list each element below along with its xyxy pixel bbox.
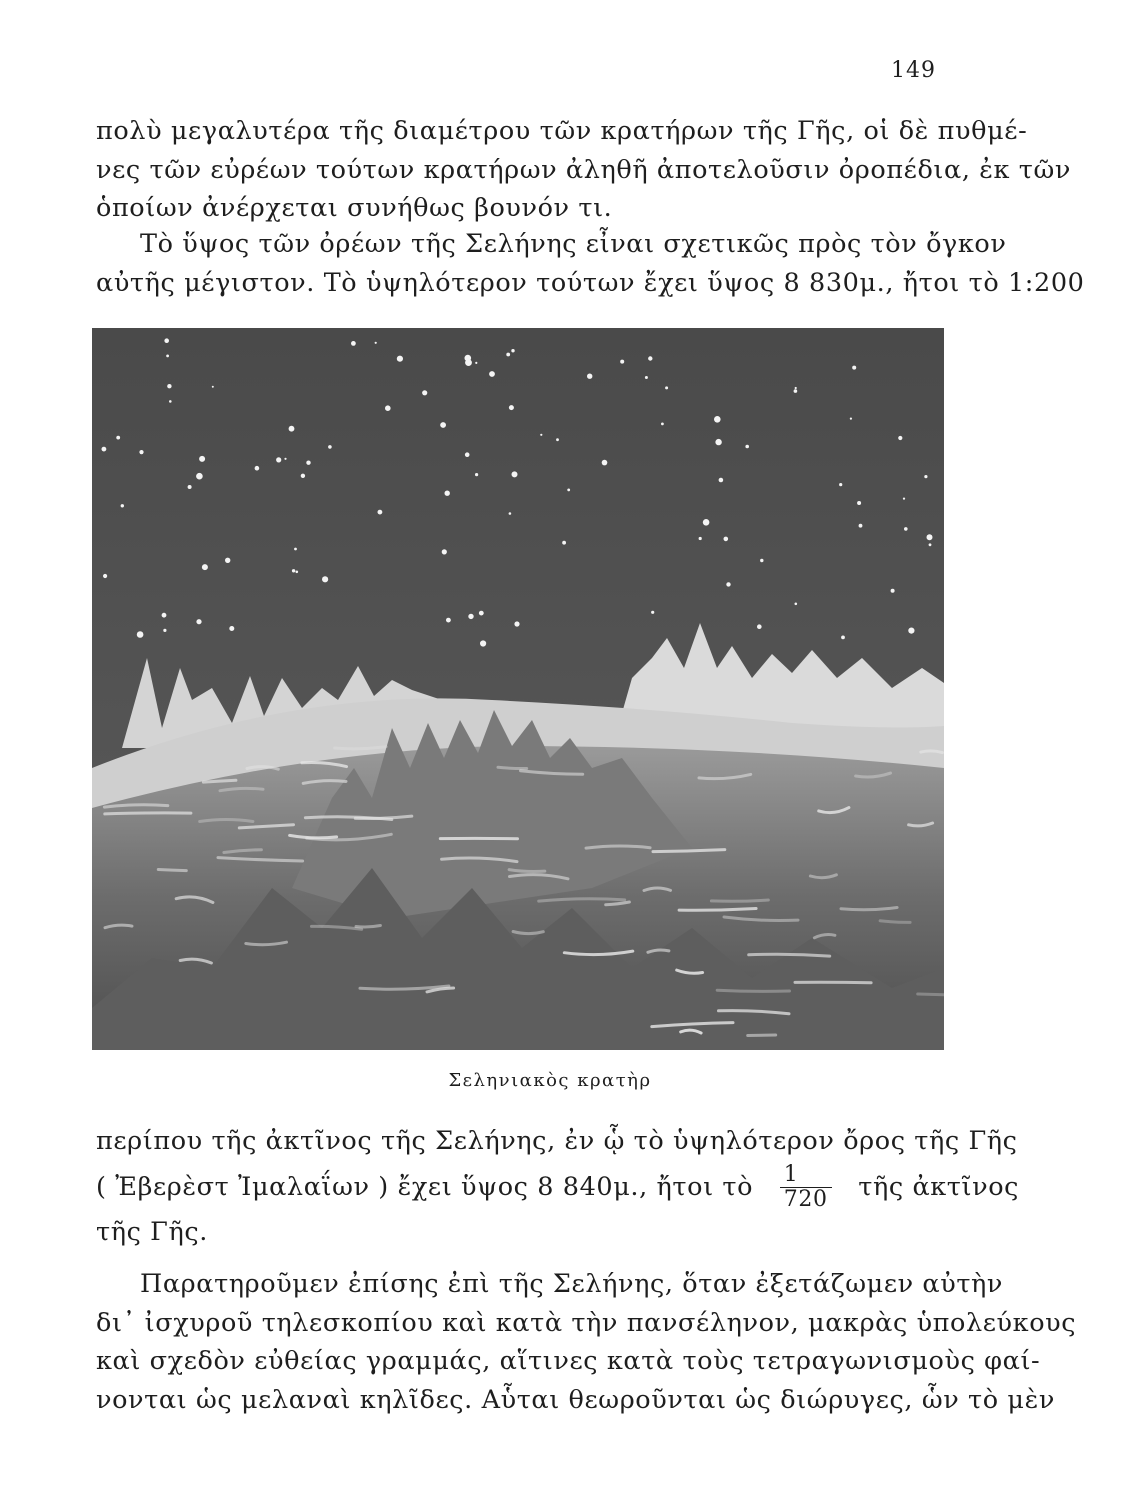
star: [509, 512, 512, 515]
star: [651, 611, 654, 614]
star: [255, 466, 260, 471]
star: [166, 355, 169, 358]
star: [121, 504, 124, 507]
star: [648, 356, 652, 360]
star: [724, 537, 729, 542]
star: [839, 483, 842, 486]
star: [929, 543, 932, 546]
star: [795, 387, 797, 389]
star: [745, 445, 749, 449]
star: [202, 564, 208, 570]
star: [289, 426, 295, 432]
star: [306, 461, 310, 465]
bottom-paragraph-2: [96, 1265, 1077, 1419]
star: [661, 423, 664, 426]
star: [479, 611, 484, 616]
star: [850, 418, 852, 420]
text-line-with-fraction: [96, 1161, 1020, 1213]
text-line: νονται ὡς μελαναὶ κηλῖδες. Αὗται θεωροῦνται ὡς διώρυγες, ὧν τὸ μὲν: [96, 1384, 1055, 1415]
star: [162, 613, 167, 618]
star: [859, 524, 863, 528]
text-line: Παρατηροῦμεν ἐπίσης ἐπὶ τῆς Σελήνης, ὅταν ἐξετάζωμεν αὐτὴν: [140, 1269, 1004, 1299]
star: [891, 589, 895, 593]
star: [760, 559, 763, 562]
star: [567, 489, 570, 492]
star: [199, 456, 205, 462]
star: [904, 527, 908, 531]
star: [480, 640, 486, 646]
star: [511, 349, 514, 352]
fraction: [780, 1163, 832, 1212]
star: [540, 434, 542, 436]
text-segment: τῆς ἀκτῖνος: [858, 1171, 1020, 1202]
star: [103, 574, 107, 578]
star: [924, 475, 927, 478]
star: [556, 438, 559, 441]
surface-highlight: [203, 780, 236, 782]
star: [169, 400, 172, 403]
text-line: Τὸ ὕψος τῶν ὀρέων τῆς Σελήνης εἶναι σχετικῶς πρὸς τὸν ὄγκον: [140, 229, 1007, 259]
text-line: αὐτῆς μέγιστον. Τὸ ὑψηλότερον τούτων ἔχει ὕψος 8 830μ., ἤτοι τὸ 1:200: [96, 267, 1085, 298]
star: [908, 628, 914, 634]
fraction-numerator: 1: [780, 1163, 832, 1188]
text-segment: ( Ἐβερὲστ Ἰμαλαΐων ) ἔχει ὕψος 8 840μ., ἤτοι τὸ: [96, 1171, 754, 1202]
star: [375, 342, 377, 344]
star: [927, 534, 933, 540]
star: [446, 618, 451, 623]
star: [116, 436, 120, 440]
star: [465, 452, 470, 457]
star: [139, 450, 143, 454]
surface-highlight: [158, 870, 186, 871]
text-line: περίπου τῆς ἀκτῖνος τῆς Σελήνης, ἐν ᾧ τὸ ὑψηλότερον ὄρος τῆς Γῆς: [96, 1126, 1018, 1156]
lunar-crater-illustration: [92, 328, 944, 1050]
star: [294, 548, 297, 551]
figure-caption: Σεληνιακὸς κρατὴρ: [448, 1070, 652, 1091]
star: [726, 582, 730, 586]
star: [422, 390, 427, 395]
star: [841, 636, 845, 640]
text-line: πολὺ μεγαλυτέρα τῆς διαμέτρου τῶν κρατήρων τῆς Γῆς, οἱ δὲ πυθμέ-: [96, 116, 1028, 146]
star: [445, 491, 450, 496]
star: [296, 571, 299, 574]
star: [489, 371, 495, 377]
surface-highlight: [679, 909, 756, 911]
page-number: 149: [891, 58, 936, 83]
bottom-paragraph-1: [96, 1122, 1020, 1251]
star: [757, 624, 762, 629]
star: [167, 384, 171, 388]
star: [196, 619, 201, 624]
star: [475, 473, 478, 476]
text-line: δι᾽ ἰσχυροῦ τηλεσκοπίου καὶ κατὰ τὴν πανσέληνον, μακρὰς ὑπολεύκους: [96, 1307, 1077, 1338]
surface-highlight: [748, 1035, 776, 1036]
star: [188, 485, 192, 489]
star: [164, 338, 169, 343]
star: [703, 519, 710, 526]
text-line: καὶ σχεδὸν εὐθείας γραμμάς, αἵτινες κατὰ τοὺς τετραγωνισμοὺς φαί-: [96, 1346, 1041, 1376]
star: [512, 471, 518, 477]
star: [714, 416, 721, 423]
star: [468, 614, 473, 619]
star: [898, 436, 902, 440]
star: [442, 549, 447, 554]
star: [378, 510, 383, 515]
top-paragraph-1: [96, 112, 1071, 228]
star: [794, 389, 798, 393]
star: [397, 356, 403, 362]
surface-highlight: [749, 954, 830, 956]
star: [322, 576, 328, 582]
star: [440, 422, 446, 428]
star: [284, 458, 286, 460]
star: [292, 569, 295, 572]
star: [137, 631, 144, 638]
star: [665, 386, 668, 389]
star: [852, 366, 856, 370]
star: [620, 360, 624, 364]
surface-highlight: [356, 926, 380, 927]
surface-highlight: [105, 813, 191, 814]
star: [715, 439, 721, 445]
star: [475, 362, 477, 364]
star: [903, 498, 905, 500]
star: [514, 621, 519, 626]
star: [276, 457, 281, 462]
surface-highlight: [717, 990, 789, 991]
star: [506, 353, 510, 357]
star: [699, 537, 702, 540]
surface-highlight: [711, 900, 768, 901]
top-paragraph-2: [96, 225, 1085, 302]
star: [225, 558, 230, 563]
star: [465, 355, 472, 362]
fraction-denominator: 720: [783, 1187, 828, 1212]
text-line: νες τῶν εὐρέων τούτων κρατήρων ἀληθῆ ἀποτελοῦσιν ὀροπέδια, ἐκ τῶν: [96, 154, 1071, 185]
surface-highlight: [921, 751, 943, 753]
star: [196, 473, 203, 480]
star: [229, 626, 234, 631]
star: [795, 603, 798, 606]
star: [719, 478, 724, 483]
star: [509, 405, 514, 410]
star: [328, 445, 332, 449]
star: [385, 405, 391, 411]
star: [163, 629, 166, 632]
text-line: ὁποίων ἀνέρχεται συνήθως βουνόν τι.: [96, 193, 613, 223]
star: [301, 474, 305, 478]
star: [645, 376, 648, 379]
surface-highlight: [498, 767, 527, 768]
star: [587, 374, 592, 379]
star: [102, 447, 107, 452]
surface-highlight: [880, 921, 910, 923]
star: [212, 386, 214, 388]
text-line: τῆς Γῆς.: [96, 1216, 208, 1247]
star: [562, 541, 566, 545]
star: [857, 501, 861, 505]
star: [602, 460, 608, 466]
star: [351, 341, 356, 346]
